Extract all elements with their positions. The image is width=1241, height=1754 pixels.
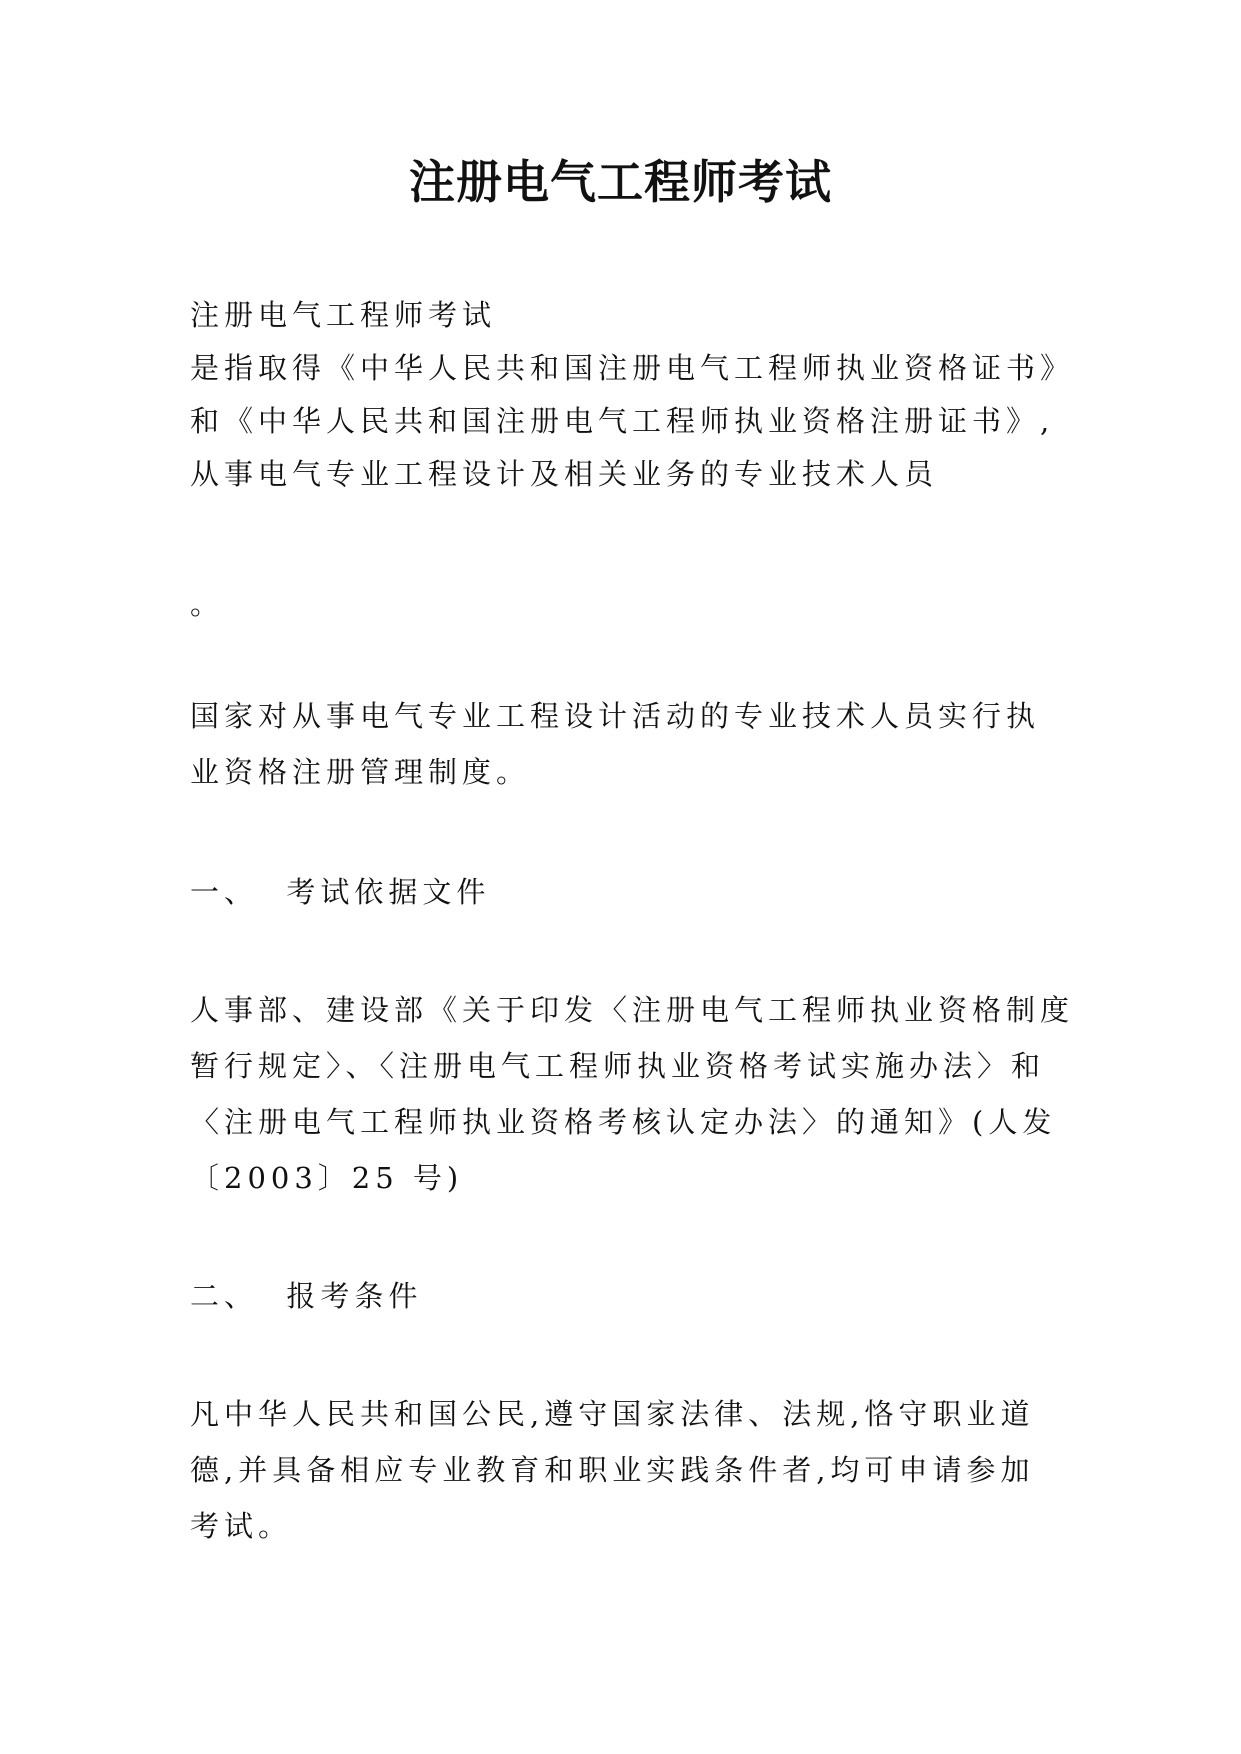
section-1-line-3: 〈注册电气工程师执业资格考核认定办法〉的通知》(人发 <box>190 1105 1057 1139</box>
intro-line-5: 。 <box>190 587 225 621</box>
paragraph-1-line-2: 业资格注册管理制度。 <box>190 755 531 789</box>
section-2-line-2: 德,并具备相应专业教育和职业实践条件者,均可申请参加 <box>190 1453 1035 1487</box>
section-2-heading: 二、 报考条件 <box>190 1279 423 1313</box>
section-1-line-1: 人事部、建设部《关于印发〈注册电气工程师执业资格制度 <box>190 993 1075 1027</box>
paragraph-1-line-1: 国家对从事电气专业工程设计活动的专业技术人员实行执 <box>190 699 1041 733</box>
section-2-line-3: 考试。 <box>190 1509 293 1543</box>
section-1-line-4: 〔2003〕25 号) <box>190 1161 464 1195</box>
section-2-line-1: 凡中华人民共和国公民,遵守国家法律、法规,恪守职业道 <box>190 1397 1035 1431</box>
section-1-heading: 一、 考试依据文件 <box>190 875 491 909</box>
intro-line-4: 从事电气专业工程设计及相关业务的专业技术人员 <box>190 457 939 491</box>
intro-line-3: 和《中华人民共和国注册电气工程师执业资格注册证书》, <box>190 404 1055 438</box>
section-1-line-2: 暂行规定〉、〈注册电气工程师执业资格考试实施办法〉和 <box>190 1049 1046 1083</box>
intro-line-1: 注册电气工程师考试 <box>190 298 497 332</box>
document-title: 注册电气工程师考试 <box>409 155 832 209</box>
intro-line-2: 是指取得《中华人民共和国注册电气工程师执业资格证书》 <box>190 351 1075 385</box>
